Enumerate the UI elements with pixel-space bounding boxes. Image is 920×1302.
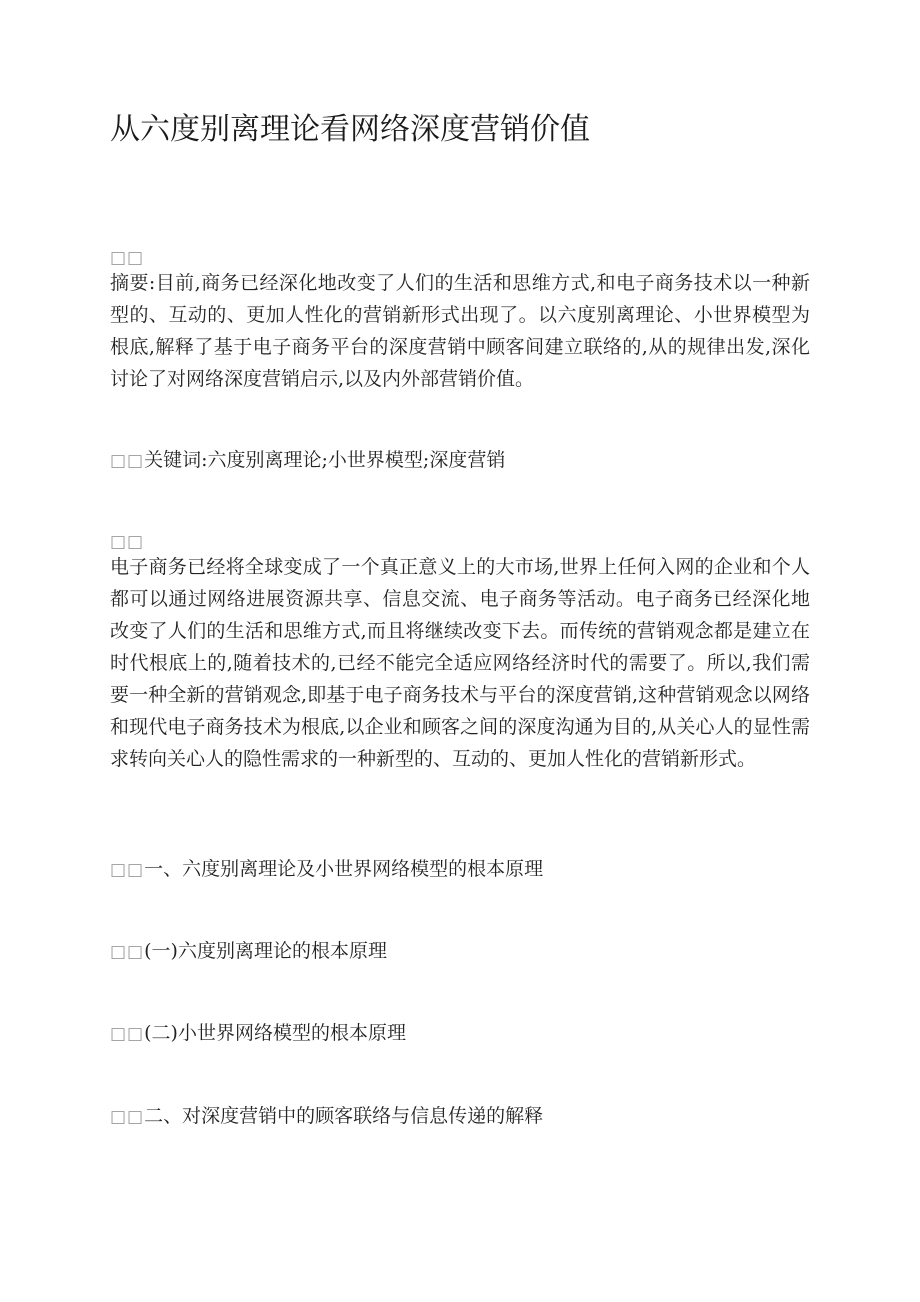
paragraph-marker: □□ [110,1024,145,1044]
paragraph-marker: □□ [110,942,145,962]
paragraph-marker: □□ [110,248,145,268]
paragraph-marker: □□ [110,1107,145,1127]
abstract-paragraph: 摘要:目前,商务已经深化地改变了人们的生活和思维方式,和电子商务技术以一种新型的、互动的、更加人性化的营销新形式出现了。以六度别离理论、小世界模型为根底,解释了基于电子商务平台的深度营销中顾客间建立联络的,从的规律出发,深化讨论了对网络深度营销启示,以及内外部营销价值。 [110,272,810,390]
document-title: 从六度别离理论看网络深度营销价值 [110,112,590,147]
section-heading [110,855,810,884]
paragraph-marker: □□ [110,451,145,471]
subsection-heading [110,937,810,966]
subsection-heading-text: (二)小世界网络模型的根本原理 [144,1022,406,1044]
keywords-line [110,446,810,475]
keywords-text: 关键词:六度别离理论;小世界模型;深度营销 [144,449,506,471]
section-heading-text: 二、对深度营销中的顾客联络与信息传递的解释 [144,1105,544,1127]
intro-paragraph: 电子商务已经将全球变成了一个真正意义上的大市场,世界上任何入网的企业和个人都可以通过网络进展资源共享、信息交流、电子商务等活动。电子商务已经深化地改变了人们的生活和思维方式,而且将继续改变下去。而传统的营销观念都是建立在时代根底上的,随着技术的,已经不能完全适应网络经济时代的需要了。所以,我们需要一种全新的营销观念,即基于电子商务技术与平台的深度营销,这种营销观念以网络和现代电子商务技术为根底,以企业和顾客之间的深度沟通为目的,从关心人的显性需求转向关心人的隐性需求的一种新型的、互动的、更加人性化的营销新形式。 [110,556,810,770]
subsection-heading-text: (一)六度别离理论的根本原理 [144,940,387,962]
section-heading [110,1102,810,1131]
paragraph-marker: □□ [110,860,145,880]
paragraph-marker: □□ [110,532,145,552]
subsection-heading [110,1019,810,1048]
section-heading-text: 一、六度别离理论及小世界网络模型的根本原理 [144,858,544,880]
